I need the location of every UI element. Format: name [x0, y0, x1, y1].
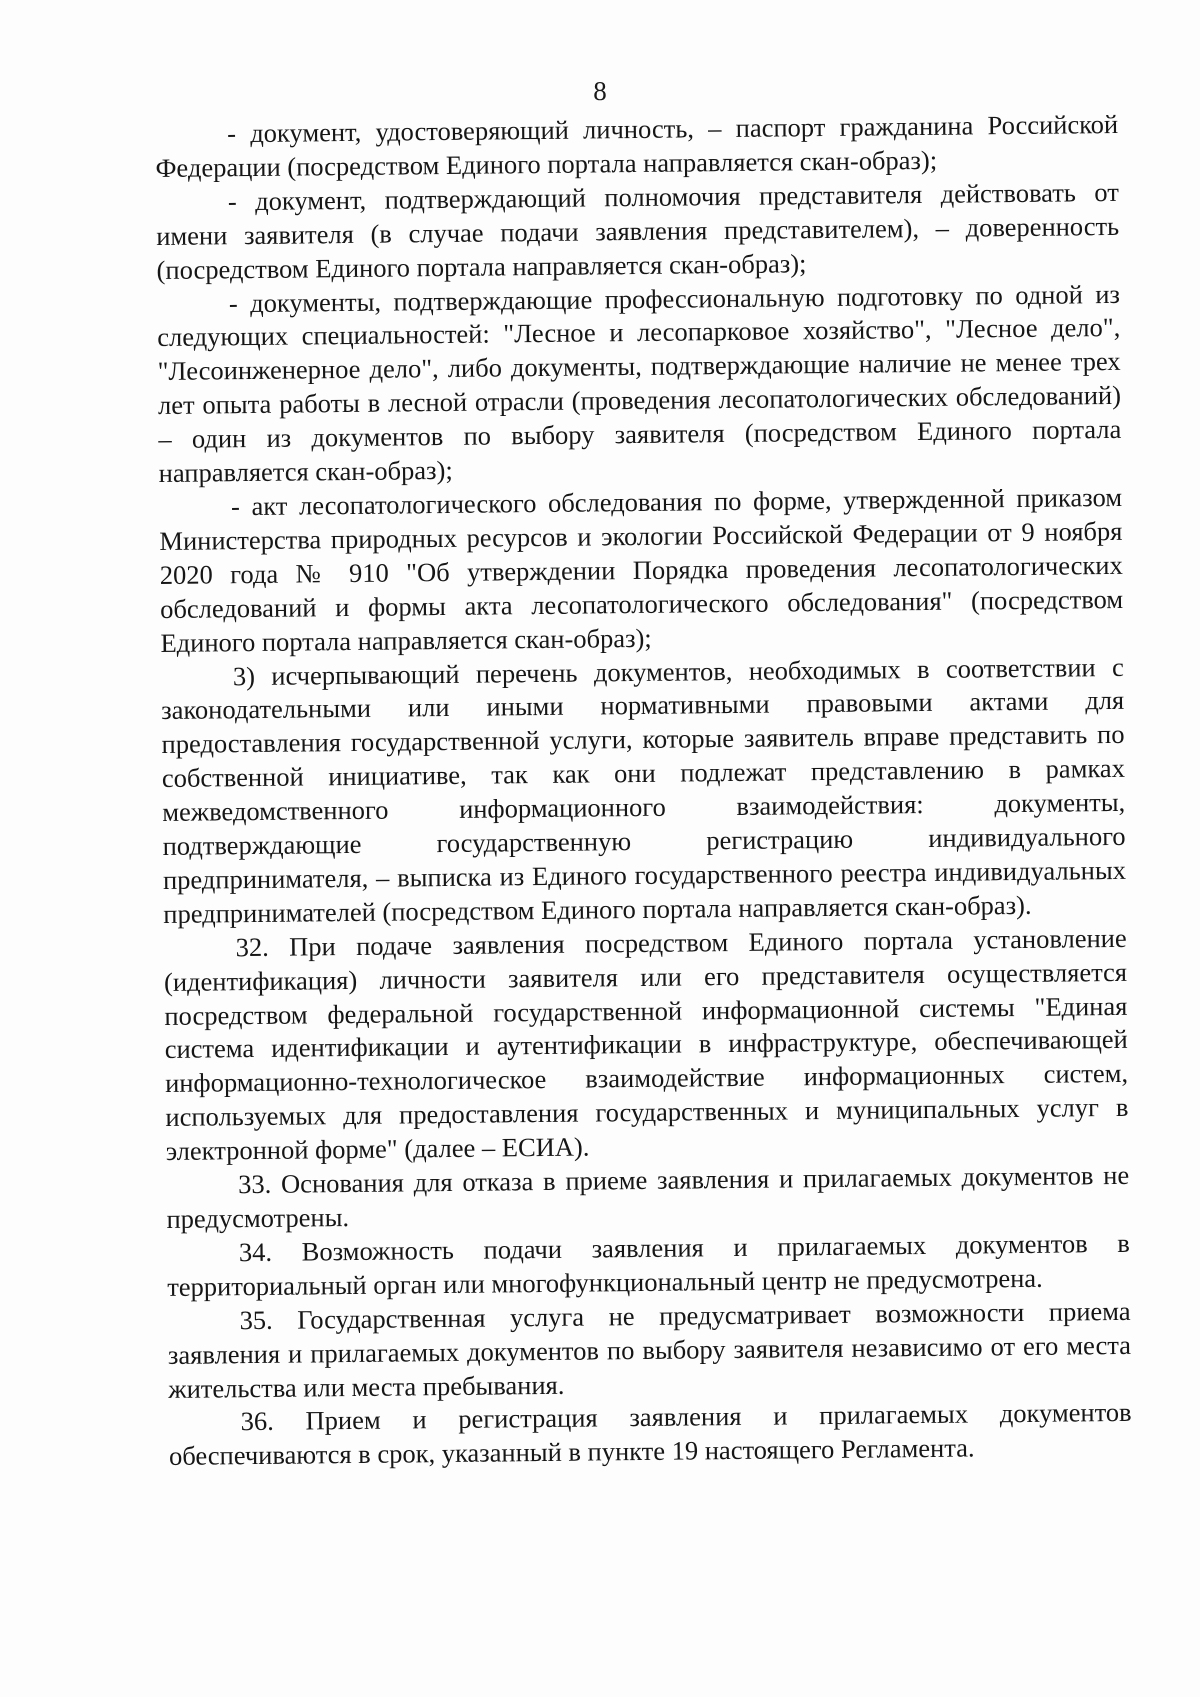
paragraph-33: 33. Основания для отказа в приеме заявления и прилагаемых документов не предусмотрены. [166, 1159, 1130, 1234]
paragraph-item-3: 3) исчерпывающий перечень документов, необходимых в соответствии с законодательными или иными нормативными правовыми актами для предоставления государственной услуги, которые заявитель вправе представить по собственной инициативе, так как они подлежат представлению в рамках межведомственного информационного взаимодействия: документы, подтверждающие государственную регистрацию индивидуального предпринимателя, – выписка из Единого государственного реестра индивидуальных предпринимателей (посредством Единого портала направляется скан-образ). [161, 651, 1127, 929]
paragraph-36: 36. Прием и регистрация заявления и прилагаемых документов обеспечиваются в срок, указанный в пункте 19 настоящего Регламента. [168, 1397, 1132, 1472]
paragraph-34: 34. Возможность подачи заявления и прилагаемых документов в территориальный орган или многофункциональный центр не предусмотрена. [167, 1227, 1130, 1302]
paragraph-inspection-act: - акт лесопатологического обследования по форме, утвержденной приказом Министерства природных ресурсов и экологии Российской Федерации от 9 ноября 2020 года № 910 "Об утверждении Порядка проведения лесопатологических обследований и формы акта лесопатологического обследования" (посредством Единого портала направляется скан-образ); [159, 481, 1124, 658]
document-body [155, 108, 1132, 1474]
paragraph-professional-training: - документы, подтверждающие профессиональную подготовку по одной из следующих специальностей: "Лесное и лесопарковое хозяйство", "Лесное дело", "Лесоинженерное дело", либо документы, подтверждающие наличие не менее трех лет опыта работы в лесной отрасли (проведения лесопатологических обследований) – один из документов по выбору заявителя (посредством Единого портала направляется скан-образ); [157, 278, 1122, 489]
paragraph-power-of-attorney: - документ, подтверждающий полномочия представителя действовать от имени заявителя (в случае подачи заявления представителем), – доверенность (посредством Единого портала направляется скан-образ); [156, 176, 1120, 285]
paragraph-35: 35. Государственная услуга не предусматривает возможности приема заявления и прилагаемых документов по выбору заявителя независимо от его места жительства или места пребывания. [167, 1295, 1132, 1404]
paragraph-32: 32. При подаче заявления посредством Единого портала установление (идентификация) личности заявителя или его представителя осуществляется посредством федеральной государственной информационной системы "Единая система идентификации и аутентификации в инфраструктуре, обеспечивающей информационно-технологическое взаимодействие информационных систем, используемых для предоставления государственных и муниципальных услуг в электронной форме" (далее – ЕСИА). [163, 922, 1129, 1167]
paragraph-identity-document: - документ, удостоверяющий личность, – паспорт гражданина Российской Федерации (посредством Единого портала направляется скан-образ); [155, 108, 1119, 183]
page-number: 8 [593, 76, 607, 106]
